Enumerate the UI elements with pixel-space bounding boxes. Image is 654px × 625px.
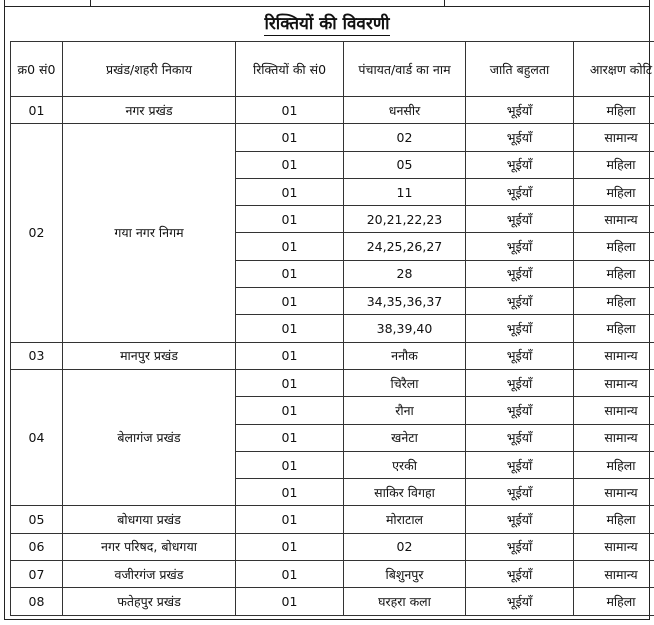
reservation-cell: महिला [574, 233, 654, 260]
ward-cell: बिशुनपुर [344, 561, 466, 588]
ward-cell: मोराटाल [344, 506, 466, 533]
caste-cell: भूईयाँ [466, 97, 574, 124]
ward-cell: 20,21,22,23 [344, 206, 466, 233]
block-cell: वजीरगंज प्रखंड [63, 561, 236, 588]
reservation-cell: सामान्य [574, 124, 654, 151]
block-cell: बोधगया प्रखंड [63, 506, 236, 533]
ward-cell: खनेटा [344, 424, 466, 451]
vacancy-count-cell: 01 [236, 588, 344, 615]
caste-cell: भूईयाँ [466, 288, 574, 315]
reservation-cell: सामान्य [574, 424, 654, 451]
serial-cell: 05 [11, 506, 63, 533]
caste-cell: भूईयाँ [466, 561, 574, 588]
ward-cell: चिरैला [344, 369, 466, 396]
reservation-cell: महिला [574, 588, 654, 615]
ward-cell: 24,25,26,27 [344, 233, 466, 260]
caste-cell: भूईयाँ [466, 424, 574, 451]
header-vacancies: रिक्तियों की सं0 [236, 42, 344, 97]
header-serial: क्र0 सं0 [11, 42, 63, 97]
vacancy-count-cell: 01 [236, 260, 344, 287]
caste-cell: भूईयाँ [466, 451, 574, 478]
reservation-cell: सामान्य [574, 369, 654, 396]
reservation-cell: महिला [574, 151, 654, 178]
table-row [11, 561, 654, 588]
header-ward: पंचायत/वार्ड का नाम [344, 42, 466, 97]
ward-cell: साकिर विगहा [344, 479, 466, 506]
vacancy-table [10, 41, 654, 616]
caste-cell: भूईयाँ [466, 151, 574, 178]
vacancy-count-cell: 01 [236, 97, 344, 124]
reservation-cell: महिला [574, 451, 654, 478]
vacancy-count-cell: 01 [236, 369, 344, 396]
serial-cell: 02 [11, 124, 63, 342]
table-row [11, 369, 654, 396]
ward-cell: धनसीर [344, 97, 466, 124]
serial-cell: 03 [11, 342, 63, 369]
caste-cell: भूईयाँ [466, 397, 574, 424]
caste-cell: भूईयाँ [466, 506, 574, 533]
reservation-cell: महिला [574, 97, 654, 124]
ward-cell: एरकी [344, 451, 466, 478]
vacancy-count-cell: 01 [236, 451, 344, 478]
reservation-cell: सामान्य [574, 342, 654, 369]
block-cell: नगर प्रखंड [63, 97, 236, 124]
reservation-cell: महिला [574, 178, 654, 205]
serial-cell: 01 [11, 97, 63, 124]
caste-cell: भूईयाँ [466, 533, 574, 560]
table-row [11, 342, 654, 369]
table-row [11, 506, 654, 533]
reservation-cell: सामान्य [574, 206, 654, 233]
ward-cell: ननौक [344, 342, 466, 369]
vacancy-count-cell: 01 [236, 561, 344, 588]
header-block: प्रखंड/शहरी निकाय [63, 42, 236, 97]
block-cell: बेलागंज प्रखंड [63, 369, 236, 505]
page-title: रिक्तियों की विवरणी [264, 14, 390, 34]
table-row [11, 97, 654, 124]
vacancy-count-cell: 01 [236, 288, 344, 315]
caste-cell: भूईयाँ [466, 260, 574, 287]
serial-cell: 07 [11, 561, 63, 588]
vacancy-count-cell: 01 [236, 233, 344, 260]
vacancy-count-cell: 01 [236, 178, 344, 205]
caste-cell: भूईयाँ [466, 342, 574, 369]
caste-cell: भूईयाँ [466, 369, 574, 396]
reservation-cell: सामान्य [574, 397, 654, 424]
caste-cell: भूईयाँ [466, 479, 574, 506]
ward-cell: 38,39,40 [344, 315, 466, 342]
vacancy-count-cell: 01 [236, 206, 344, 233]
reservation-cell: महिला [574, 260, 654, 287]
ward-cell: 28 [344, 260, 466, 287]
reservation-cell: सामान्य [574, 533, 654, 560]
vacancy-count-cell: 01 [236, 506, 344, 533]
ward-cell: 34,35,36,37 [344, 288, 466, 315]
header-caste: जाति बहुलता [466, 42, 574, 97]
table-body [11, 97, 654, 616]
vacancy-count-cell: 01 [236, 533, 344, 560]
caste-cell: भूईयाँ [466, 233, 574, 260]
caste-cell: भूईयाँ [466, 206, 574, 233]
block-cell: मानपुर प्रखंड [63, 342, 236, 369]
vacancy-count-cell: 01 [236, 479, 344, 506]
ward-cell: रौना [344, 397, 466, 424]
block-cell: नगर परिषद, बोधगया [63, 533, 236, 560]
ward-cell: 02 [344, 533, 466, 560]
vacancy-count-cell: 01 [236, 424, 344, 451]
caste-cell: भूईयाँ [466, 178, 574, 205]
vacancy-count-cell: 01 [236, 151, 344, 178]
serial-cell: 08 [11, 588, 63, 615]
caste-cell: भूईयाँ [466, 315, 574, 342]
ward-cell: 05 [344, 151, 466, 178]
ward-cell: 02 [344, 124, 466, 151]
serial-cell: 06 [11, 533, 63, 560]
table-row [11, 588, 654, 615]
vacancy-count-cell: 01 [236, 315, 344, 342]
block-cell: गया नगर निगम [63, 124, 236, 342]
table-row [11, 533, 654, 560]
serial-cell: 04 [11, 369, 63, 505]
table-row [11, 124, 654, 151]
reservation-cell: सामान्य [574, 479, 654, 506]
caste-cell: भूईयाँ [466, 588, 574, 615]
ward-cell: 11 [344, 178, 466, 205]
vacancy-count-cell: 01 [236, 342, 344, 369]
header-reservation: आरक्षण कोटि [574, 42, 654, 97]
caste-cell: भूईयाँ [466, 124, 574, 151]
reservation-cell: सामान्य [574, 561, 654, 588]
reservation-cell: महिला [574, 506, 654, 533]
block-cell: फतेहपुर प्रखंड [63, 588, 236, 615]
reservation-cell: महिला [574, 315, 654, 342]
vacancy-count-cell: 01 [236, 397, 344, 424]
reservation-cell: महिला [574, 288, 654, 315]
ward-cell: घरहरा कला [344, 588, 466, 615]
table-header-row [11, 42, 654, 97]
vacancy-count-cell: 01 [236, 124, 344, 151]
